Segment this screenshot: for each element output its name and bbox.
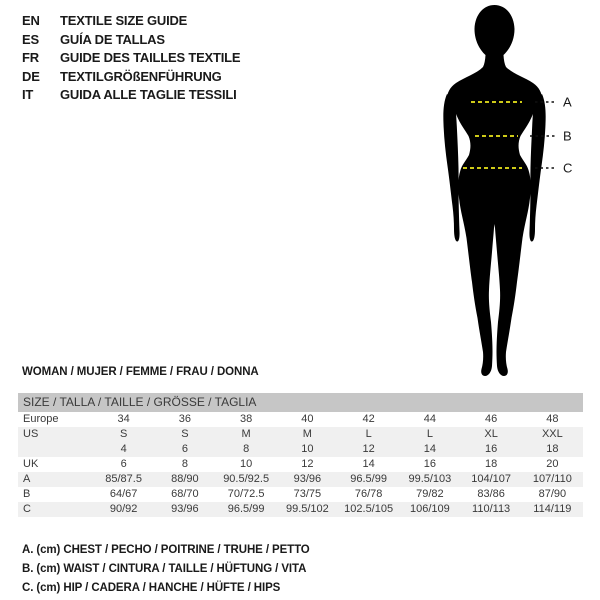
lang-row-es: [22, 31, 240, 50]
table-title: WOMAN / MUJER / FEMME / FRAU / DONNA: [22, 366, 259, 378]
table-cell: 99.5/102: [285, 503, 329, 515]
table-cell: 14: [423, 443, 436, 455]
lang-label: GUIDA ALLE TAGLIE TESSILI: [60, 87, 237, 103]
table-cell: 40: [301, 413, 314, 425]
table-cell: L: [365, 428, 372, 440]
row-label: A: [23, 473, 31, 485]
table-cell: 44: [423, 413, 436, 425]
table-cell: 79/82: [416, 488, 444, 500]
size-table: [18, 393, 583, 517]
table-cell: 70/72.5: [227, 488, 265, 500]
measure-label-a: A: [563, 94, 572, 110]
table-cell: 20: [546, 458, 559, 470]
table-cell: 8: [181, 458, 188, 470]
table-cell: 107/110: [532, 473, 572, 485]
table-cell: 6: [181, 443, 188, 455]
table-row: [18, 442, 583, 457]
table-row: [18, 502, 583, 517]
woman-silhouette: [425, 0, 600, 385]
table-cell: M: [241, 428, 251, 440]
table-cell: 102.5/105: [344, 503, 394, 515]
lang-code: EN: [22, 13, 40, 28]
measurement-legend: [22, 541, 310, 598]
table-row: [18, 427, 583, 442]
table-cell: M: [302, 428, 312, 440]
table-row: [18, 472, 583, 487]
table-cell: 48: [546, 413, 559, 425]
table-cell: S: [119, 428, 128, 440]
table-cell: 88/90: [171, 473, 199, 485]
table-cell: 10: [301, 443, 314, 455]
size-table-lines: [18, 412, 583, 517]
table-cell: 110/113: [472, 503, 511, 515]
table-cell: 99.5/103: [408, 473, 452, 485]
row-label: UK: [23, 458, 39, 470]
table-cell: 104/107: [471, 473, 511, 485]
table-cell: 76/78: [354, 488, 383, 500]
table-cell: 68/70: [171, 488, 199, 500]
table-cell: 93/96: [293, 473, 322, 485]
measure-label-b: B: [563, 128, 572, 144]
table-cell: 106/109: [409, 503, 450, 515]
row-label: Europe: [23, 413, 59, 425]
lang-label: GUÍA DE TALLAS: [60, 31, 165, 47]
table-cell: 38: [240, 413, 253, 425]
table-cell: 90.5/92.5: [223, 473, 270, 485]
table-cell: 18: [546, 443, 559, 455]
measurement-figure: [425, 0, 600, 385]
table-cell: 46: [485, 413, 498, 425]
measure-label-c: C: [563, 160, 573, 176]
table-cell: 10: [240, 458, 253, 470]
table-cell: 64/67: [109, 488, 138, 500]
table-row: [18, 412, 583, 427]
lang-label: TEXTILGRÖßENFÜHRUNG: [60, 68, 222, 84]
lang-code: FR: [22, 50, 39, 66]
table-cell: 85/87.5: [105, 473, 142, 485]
table-cell: 87/90: [538, 488, 567, 500]
table-cell: 96.5/99: [350, 473, 387, 485]
row-label: C: [23, 503, 31, 515]
row-label: US: [23, 428, 39, 440]
lang-label: TEXTILE SIZE GUIDE: [60, 13, 188, 28]
lang-row-fr: [22, 49, 240, 68]
table-cell: 114/119: [533, 503, 572, 515]
table-cell: 93/96: [171, 503, 199, 515]
table-cell: 34: [117, 413, 130, 425]
language-header: [22, 12, 240, 105]
lang-row-it: [22, 86, 240, 105]
table-cell: XL: [484, 428, 498, 440]
lang-code: DE: [22, 68, 40, 84]
row-label: B: [23, 488, 31, 500]
table-cell: S: [181, 428, 189, 440]
legend-line-hip: C. (cm) HIP / CADERA / HANCHE / HÜFTE / HIPS: [22, 582, 281, 594]
table-row: [18, 457, 583, 472]
table-cell: 18: [485, 458, 498, 470]
legend-line-waist: B. (cm) WAIST / CINTURA / TAILLE / HÜFTUNG / VITA: [22, 563, 307, 575]
table-cell: 12: [301, 458, 314, 470]
table-cell: 12: [362, 443, 375, 455]
table-cell: 8: [243, 443, 250, 455]
table-cell: 96.5/99: [227, 503, 265, 515]
table-cell: 16: [485, 443, 498, 455]
lang-label: GUIDE DES TAILLES TEXTILE: [60, 50, 241, 66]
lang-row-en: [22, 12, 240, 31]
table-cell: 6: [120, 458, 127, 470]
table-cell: 16: [423, 458, 436, 470]
table-cell: 4: [120, 443, 127, 455]
table-cell: 83/86: [477, 488, 505, 500]
table-cell: 36: [178, 413, 191, 425]
size-table-header: SIZE / TALLA / TAILLE / GRÖSSE / TAGLIA: [18, 393, 583, 412]
table-cell: XXL: [541, 428, 563, 440]
table-cell: 73/75: [293, 488, 322, 500]
lang-code: IT: [22, 87, 34, 103]
table-cell: 42: [362, 413, 375, 425]
lang-row-de: [22, 68, 240, 87]
lang-code: ES: [22, 31, 39, 47]
legend-line-chest: A. (cm) CHEST / PECHO / POITRINE / TRUHE / PETTO: [22, 544, 310, 556]
table-cell: 14: [362, 458, 375, 470]
row-label: [18, 442, 93, 457]
table-cell: L: [426, 428, 433, 440]
body-shape: [447, 5, 543, 376]
table-cell: 90/92: [109, 503, 138, 515]
table-row: [18, 487, 583, 502]
